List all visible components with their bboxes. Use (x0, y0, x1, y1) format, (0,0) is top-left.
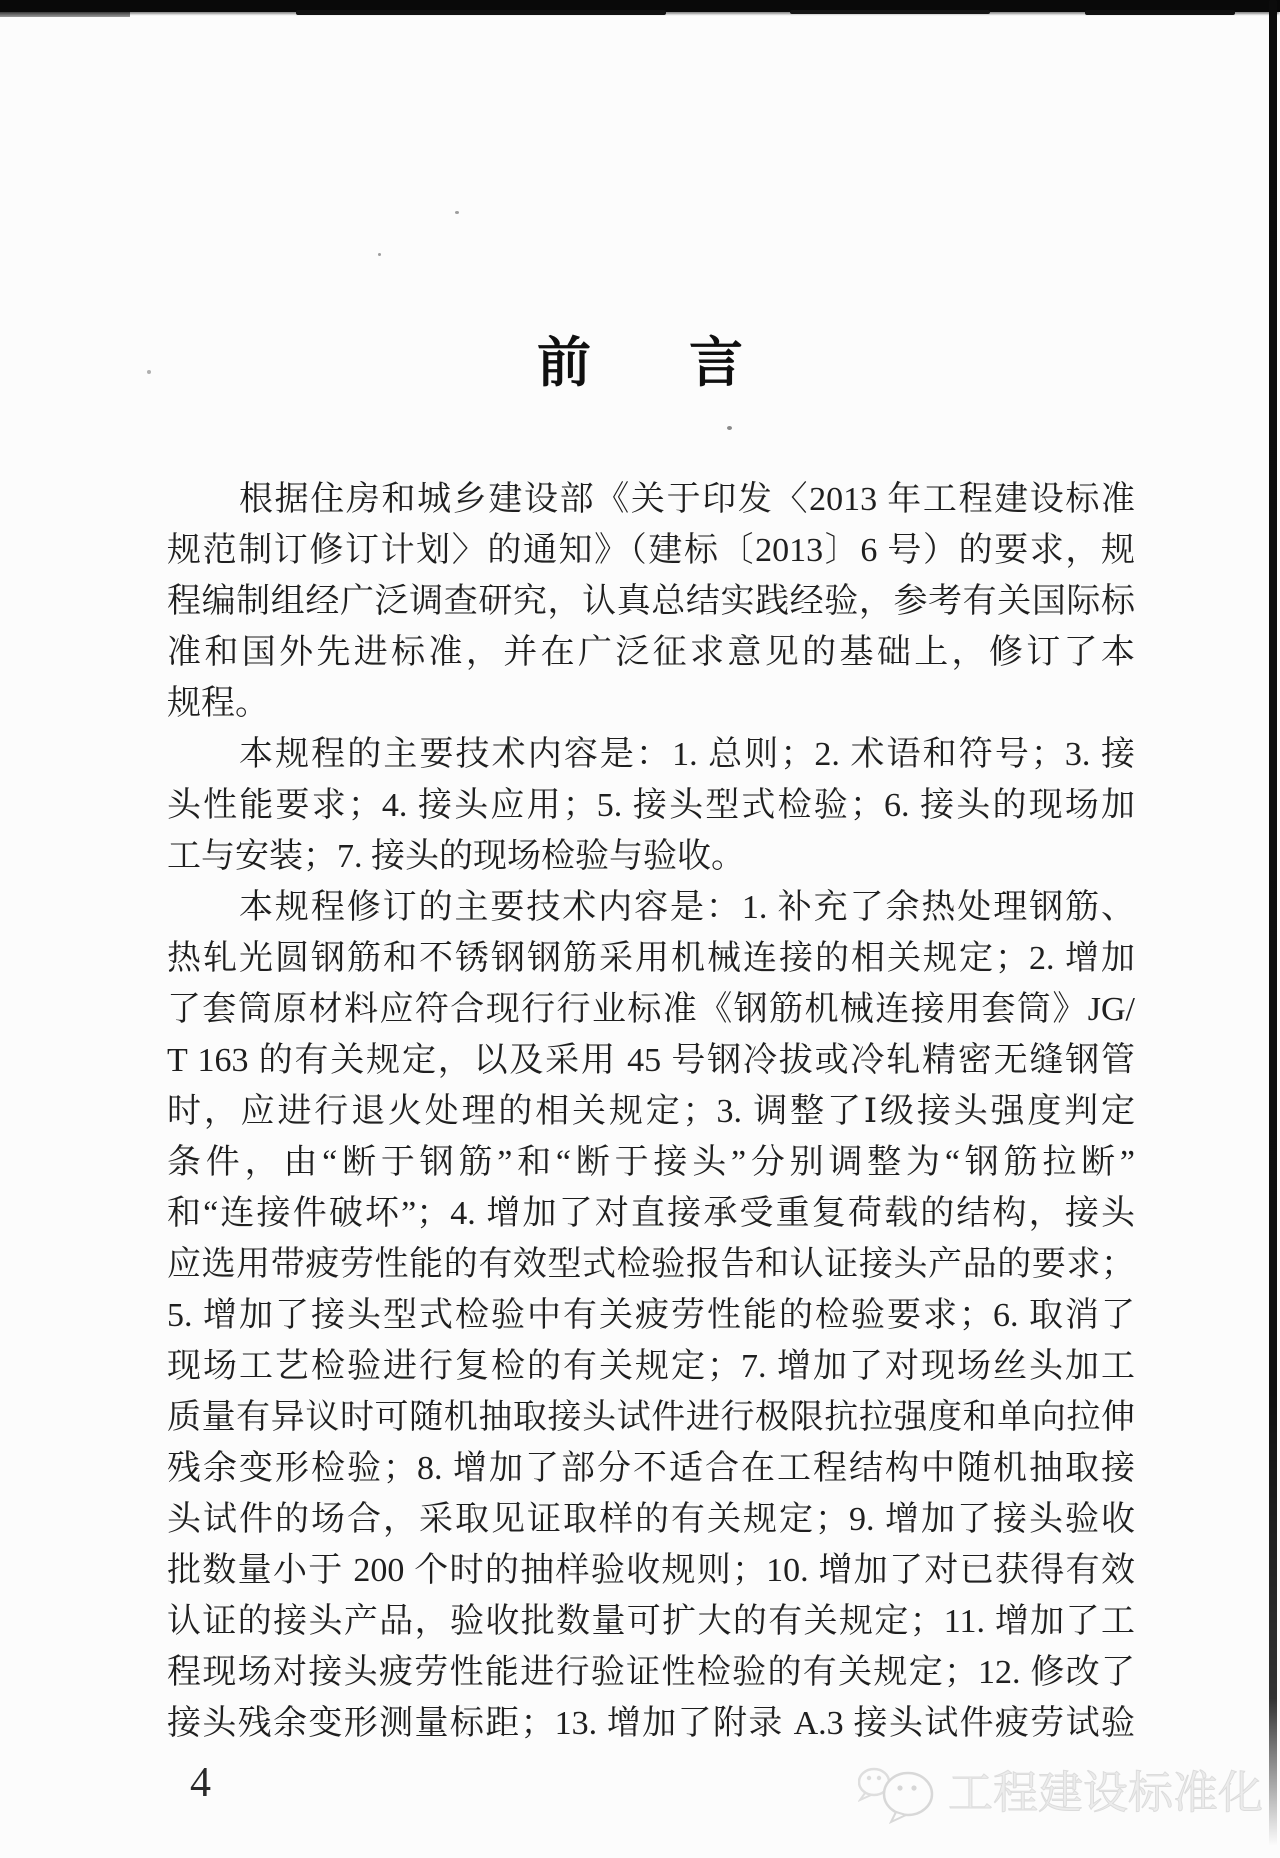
title-char: 前 (537, 333, 591, 393)
text-line: 程现场对接头疲劳性能进行验证性检验的有关规定；12. 修改了 (167, 1654, 1135, 1691)
text-line: 接头残余变形测量标距；13. 增加了附录 A.3 接头试件疲劳试验 (167, 1705, 1135, 1742)
title-char: 言 (689, 333, 743, 393)
text-line: 和“连接件破坏”；4. 增加了对直接承受重复荷载的结构，接头 (167, 1195, 1135, 1232)
text-line: 5. 增加了接头型式检验中有关疲劳性能的检验要求；6. 取消了 (167, 1297, 1135, 1334)
text-line: 残余变形检验；8. 增加了部分不适合在工程结构中随机抽取接 (167, 1450, 1135, 1487)
text-line: 认证的接头产品，验收批数量可扩大的有关规定；11. 增加了工 (167, 1603, 1135, 1640)
page-number: 4 (190, 1760, 211, 1806)
text-line: 热轧光圆钢筋和不锈钢钢筋采用机械连接的相关规定；2. 增加 (167, 940, 1135, 977)
text-line: 应选用带疲劳性能的有效型式检验报告和认证接头产品的要求； (167, 1246, 1135, 1283)
text-line: T 163 的有关规定，以及采用 45 号钢冷拔或冷轧精密无缝钢管 (167, 1042, 1135, 1079)
scan-speck (455, 211, 459, 214)
scan-smudge (296, 10, 666, 15)
text-line: 批数量小于 200 个时的抽样验收规则；10. 增加了对已获得有效 (167, 1552, 1135, 1589)
text-line: 准和国外先进标准，并在广泛征求意见的基础上，修订了本 (167, 634, 1135, 671)
text-line: 头试件的场合，采取见证取样的有关规定；9. 增加了接头验收 (167, 1501, 1135, 1538)
text-line: 头性能要求；4. 接头应用；5. 接头型式检验；6. 接头的现场加 (167, 787, 1135, 824)
text-line: 现场工艺检验进行复检的有关规定；7. 增加了对现场丝头加工 (167, 1348, 1135, 1385)
text-line: 了套筒原材料应符合现行行业标准《钢筋机械连接用套筒》JG/ (167, 991, 1135, 1028)
watermark (858, 1760, 1263, 1826)
watermark-label: 工程建设标准化 (948, 1768, 1264, 1818)
text-line: 根据住房和城乡建设部《关于印发〈2013 年工程建设标准 (239, 481, 1135, 518)
body-text (167, 474, 1135, 1749)
text-line: 条件，由“断于钢筋”和“断于接头”分别调整为“钢筋拉断” (167, 1144, 1135, 1181)
text-line: 本规程修订的主要技术内容是：1. 补充了余热处理钢筋、 (239, 889, 1135, 926)
text-line: 规范制订修订计划〉的通知》（建标〔2013〕6 号）的要求，规 (167, 532, 1135, 569)
text-line: 本规程的主要技术内容是：1. 总则；2. 术语和符号；3. 接 (239, 736, 1135, 773)
text-line: 程编制组经广泛调查研究，认真总结实践经验，参考有关国际标 (167, 583, 1135, 620)
text-line: 质量有异议时可随机抽取接头试件进行极限抗拉强度和单向拉伸 (167, 1399, 1135, 1436)
scan-speck (378, 253, 381, 256)
scan-smudge (790, 10, 990, 14)
text-line: 工与安装；7. 接头的现场检验与验收。 (167, 838, 745, 875)
scan-smudge (1085, 10, 1235, 15)
wechat-icon (858, 1760, 940, 1826)
scan-speck (727, 426, 732, 430)
scan-right-edge-artifact (1269, 0, 1277, 1846)
text-line: 规程。 (167, 685, 269, 722)
text-line: 时，应进行退火处理的相关规定；3. 调整了Ⅰ级接头强度判定 (167, 1093, 1135, 1130)
page-title (0, 334, 1280, 392)
